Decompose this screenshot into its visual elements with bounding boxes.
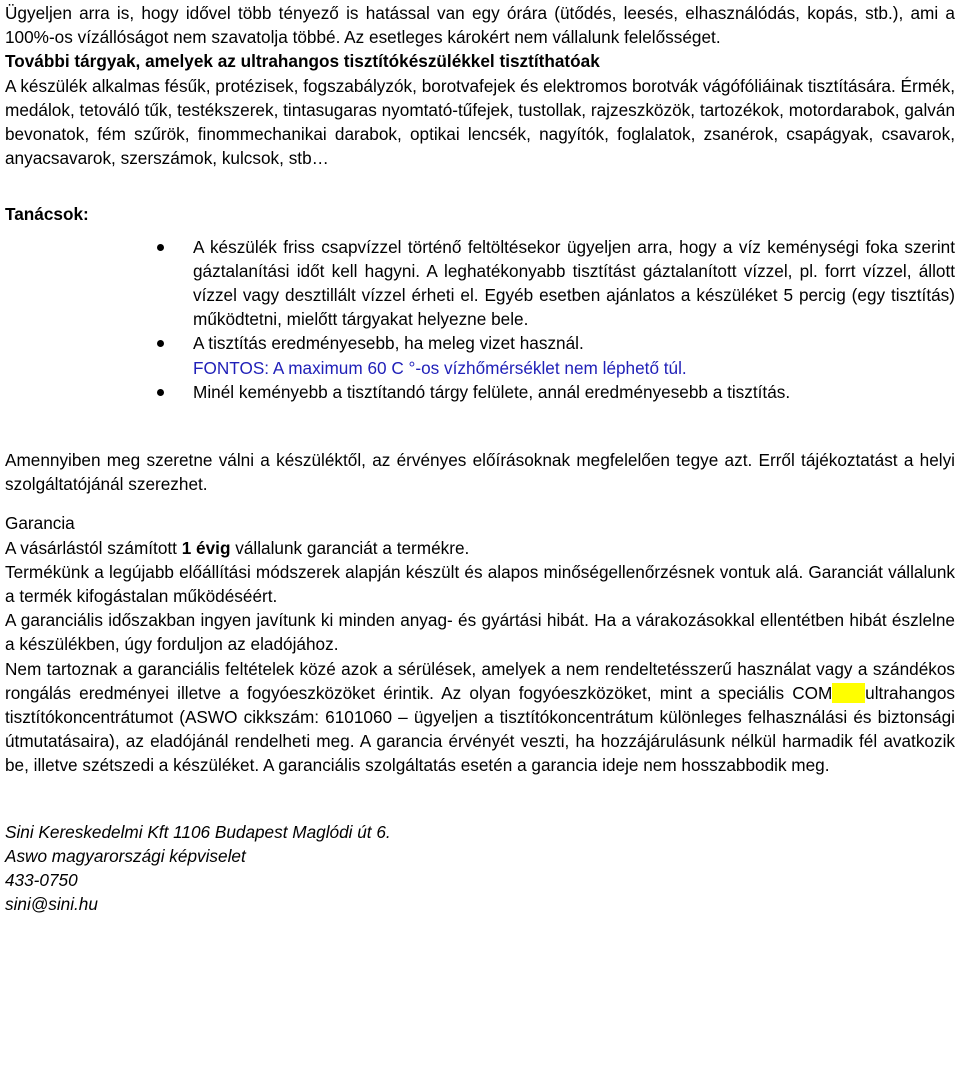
items-text-b: Érmék, medálok, tetováló tűk, testékszerek, tintasugaras nyomtató-tűfejek, tustollak, rajzeszközök, tartozékok, motordarabok, galván bevonatok, fém szűrök, finommechanikai darabok, optikai lencsék, nagyítók, foglalatok, zsanérok, csapágyak, csavarok, anyacsavarok, szerszámok, kulcsok, stb… <box>5 75 955 169</box>
tip-text: A tisztítás eredményesebb, ha meleg vizet használ. <box>193 333 584 354</box>
warranty-p4-a: Nem tartoznak a garanciális feltételek közé azok a sérülések, amelyek a nem rendeltetésszerű használat vagy a szándékos rongálás eredményei illetve a fogyóeszközöket érintik. Az olyan fogyóeszközöket, mint a speciális COM <box>5 658 955 703</box>
warranty-title: Garancia <box>5 513 75 534</box>
footer-company: Sini Kereskedelmi Kft 1106 Budapest Maglódi út 6. <box>5 821 391 842</box>
warranty-p4-b: ultrahangos tisztítókoncentrátumot (ASWO cikkszám: 6101060 – ügyeljen a tisztítókoncentrátum különleges felhasználási és biztonsági útmutatásaira), az eladójánál rendelheti meg. A garancia érvényét veszti, ha hozzájárulásunk nélkül harmadik fél avatkozik be, illetve szétszedi a készüléket. A garanciális szolgáltatás esetén a garancia ideje nem hosszabbodik meg. <box>5 682 955 776</box>
document-page <box>5 0 955 916</box>
important-note: FONTOS: A maximum 60 C °-os vízhőmérséklet nem léphető túl. <box>193 357 687 378</box>
footer <box>5 820 955 916</box>
footer-email: sini@sini.hu <box>5 893 98 914</box>
tip-item <box>5 331 955 379</box>
tip-text: A készülék friss csapvízzel történő feltöltésekor ügyeljen arra, hogy a víz keménységi foka szerint gáztalanítási időt kell hagyni. A leghatékonyabb tisztítást gáztalanított vízzel, pl. forrt vízzel, állott vízzel vagy desztillált vízzel érheti el. Egyéb esetben ajánlatos a készüléket 5 percig (egy tisztítás) működtetni, mielőtt tárgyakat helyezne bele. <box>193 236 955 330</box>
bullet-icon <box>157 244 164 251</box>
warranty-line-1-c: vállalunk garanciát a termékre. <box>230 537 470 558</box>
footer-phone: 433-0750 <box>5 869 78 890</box>
tips-list <box>5 235 955 404</box>
intro-paragraph: Ügyeljen arra is, hogy idővel több tényező is hatással van egy órára (ütődés, leesés, elhasználódás, kopás, stb.), ami a 100%-os vízállóságot nem szavatolja többé. Az esetleges károkért nem vállalunk felelősséget. <box>5 3 955 48</box>
footer-representative: Aswo magyarországi képviselet <box>5 845 246 866</box>
warranty-paragraph-3: A garanciális időszakban ingyen javítunk ki minden anyag- és gyártási hibát. Ha a várakozásokkal ellentétben hibát észlelne a készülékben, úgy forduljon az eladójához. <box>5 610 955 655</box>
bullet-icon <box>157 340 164 347</box>
tip-item <box>5 235 955 332</box>
items-section-text <box>5 74 955 171</box>
warranty-line-1 <box>5 536 955 560</box>
warranty-line-1-a: A vásárlástól számított <box>5 537 182 558</box>
items-text-a: A készülék alkalmas fésűk, protézisek, fogszabályzók, borotvafejek és elektromos borotvák vágófóliáinak tisztítására. <box>5 75 896 96</box>
tip-item <box>5 380 955 404</box>
warranty-paragraph-4 <box>5 657 955 778</box>
warranty-paragraph-2: Termékünk a legújabb előállítási módszerek alapján készült és alapos minőségellenőrzésnek vontuk alá. Garanciát vállalunk a termék kifogástalan működéséért. <box>5 561 955 607</box>
highlight-mark <box>832 683 865 703</box>
bullet-icon <box>157 389 164 396</box>
items-section-heading: További tárgyak, amelyek az ultrahangos tisztítókészülékkel tisztíthatóak <box>5 51 600 72</box>
warranty-period: 1 évig <box>181 537 231 558</box>
disposal-paragraph: Amennyiben meg szeretne válni a készüléktől, az érvényes előírásoknak megfelelően tegye azt. Erről tájékoztatást a helyi szolgáltatójánál szerezhet. <box>5 450 955 495</box>
tip-text: Minél keményebb a tisztítandó tárgy felülete, annál eredményesebb a tisztítás. <box>193 381 791 402</box>
tips-title: Tanácsok: <box>5 204 89 225</box>
